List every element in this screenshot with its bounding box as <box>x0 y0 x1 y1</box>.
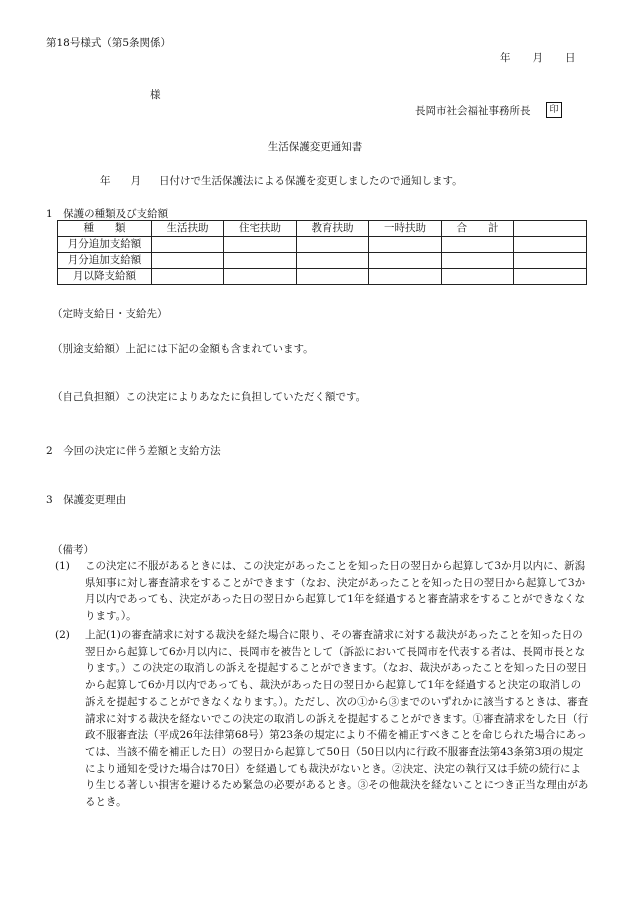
table-cell <box>152 253 224 269</box>
issuer-name: 長岡市社会福祉事務所長 <box>415 105 531 117</box>
remarks-title: （備考） <box>52 544 94 556</box>
table-cell <box>224 237 297 253</box>
table-row <box>58 269 587 285</box>
table-cell <box>152 237 224 253</box>
table-cell <box>442 237 514 253</box>
remark-number: (2) <box>55 629 70 641</box>
remark-text: この決定に不服があるときには、この決定があったことを知った日の翌日から起算して3か月以内に、新潟県知事に対し審査請求をすることができます（なお、決定があったことを知った日の翌日から起算して3か月以内であっても、決定があった日の翌日から起算して1年を経過すると審査請求をすることができなくなります。）。 <box>85 560 586 623</box>
intro-text: 日付けで生活保護法による保護を変更しましたので通知します。 <box>159 175 463 187</box>
column-header: 合 計 <box>442 221 514 237</box>
section-2-heading: 2 今回の決定に伴う差額と支給方法 <box>46 445 221 457</box>
table-cell <box>442 269 514 285</box>
column-header: 種 類 <box>58 221 152 237</box>
section-1-heading: 1 保護の種類及び支給額 <box>46 208 169 220</box>
column-header <box>514 221 587 237</box>
table-cell <box>297 269 369 285</box>
table-cell <box>369 253 442 269</box>
table-row <box>58 237 587 253</box>
table-cell <box>297 237 369 253</box>
remark-number: (1) <box>55 560 70 572</box>
row-label: 月以降支給額 <box>58 269 152 285</box>
separate-payment-note: （別途支給額）上記には下記の金額も含まれています。 <box>52 343 314 355</box>
fixed-payment-note: （定時支給日・支給先） <box>52 308 168 320</box>
date-year: 年 <box>500 52 511 64</box>
table-cell <box>369 269 442 285</box>
remark-item <box>55 627 590 811</box>
form-number: 第18号様式（第5条関係） <box>46 37 172 49</box>
remark-item <box>55 558 590 625</box>
table-cell <box>224 269 297 285</box>
table-row <box>58 253 587 269</box>
table-cell <box>514 253 587 269</box>
table-cell <box>369 237 442 253</box>
table-cell <box>152 269 224 285</box>
column-header: 教育扶助 <box>297 221 369 237</box>
table-cell <box>224 253 297 269</box>
column-header: 一時扶助 <box>369 221 442 237</box>
table-cell <box>514 269 587 285</box>
table-cell <box>442 253 514 269</box>
row-label: 月分追加支給額 <box>58 253 152 269</box>
section-3-heading: 3 保護変更理由 <box>46 494 127 506</box>
self-burden-note: （自己負担額）この決定によりあなたに負担していただく額です。 <box>52 391 367 403</box>
intro-sentence <box>100 174 463 189</box>
addressee: 様 <box>150 89 161 101</box>
seal-mark: 印 <box>546 102 562 118</box>
date-day: 日 <box>565 52 576 64</box>
table-cell <box>297 253 369 269</box>
payment-table <box>57 220 587 285</box>
date-month: 月 <box>532 52 543 64</box>
document-title: 生活保護変更通知書 <box>267 141 363 153</box>
table-header-row <box>58 221 587 237</box>
remark-text: 上記(1)の審査請求に対する裁決を経た場合に限り、その審査請求に対する裁決があったことを知った日の翌日から起算して6か月以内に、長岡市を被告として（訴訟において長岡市を代表する者は、長岡市長となります。）この決定の取消しの訴えを提起することができます。（なお、裁決があったことを知った日の翌日から起算して6か月以内であっても、裁決があった日の翌日から起算して1年を経過すると決定の取消しの訴えを提起することができなくなります。）。ただし、次の①から③までのいずれかに該当するときは、審査請求に対する裁決を経ないでこの決定の取消しの訴えを提起することができます。①審査請求をした日（行政不服審査法（平成26年法律第68号）第23条の規定により不備を補正すべきことを命じられた場合にあっては、当該不備を補正した日）の翌日から起算して50日（50日以内に行政不服審査法第43条第3項の規定により通知を受けた場合は70日）を経過しても裁決がないとき。②決定、決定の執行又は手続の続行により生じる著しい損害を避けるため緊急の必要があるとき。③その他裁決を経ないことにつき正当な理由があるとき。 <box>85 629 589 809</box>
column-header: 住宅扶助 <box>224 221 297 237</box>
table-cell <box>514 237 587 253</box>
row-label: 月分追加支給額 <box>58 237 152 253</box>
intro-year: 年 <box>100 175 111 187</box>
issue-date <box>500 51 576 66</box>
intro-month: 月 <box>130 175 141 187</box>
column-header: 生活扶助 <box>152 221 224 237</box>
